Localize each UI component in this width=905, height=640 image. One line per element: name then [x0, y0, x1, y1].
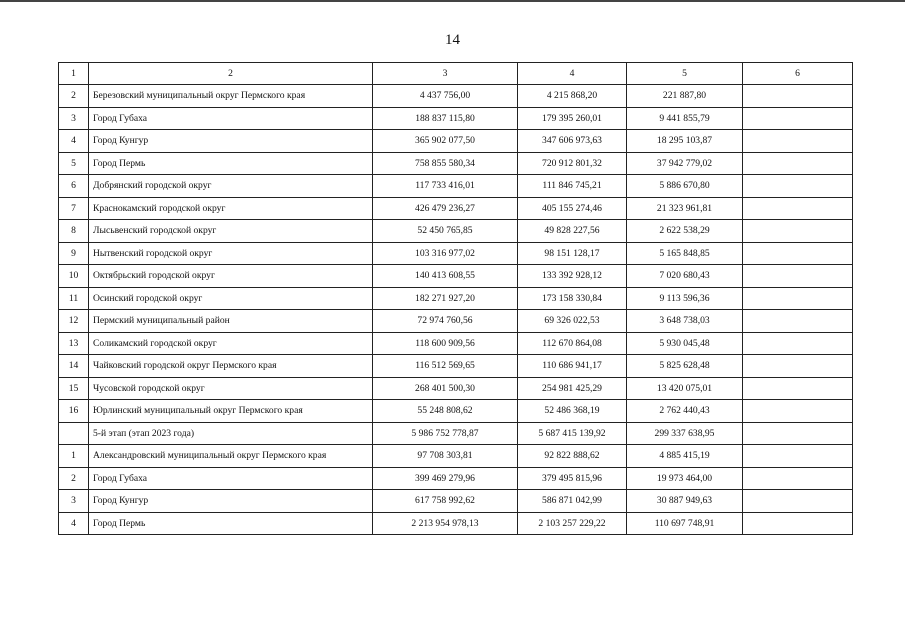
column-6-value-cell [743, 422, 853, 445]
column-5-value-cell: 5 165 848,85 [627, 242, 743, 265]
row-number-cell: 5 [59, 152, 89, 175]
municipality-name-cell: Краснокамский городской округ [89, 197, 373, 220]
column-3-value-cell: 103 316 977,02 [373, 242, 518, 265]
row-number-cell: 10 [59, 265, 89, 288]
row-number-cell: 9 [59, 242, 89, 265]
municipality-name-cell: Чайковский городской округ Пермского края [89, 355, 373, 378]
column-3-value-cell: 117 733 416,01 [373, 175, 518, 198]
column-6-value-cell [743, 85, 853, 108]
column-5-value-cell: 9 113 596,36 [627, 287, 743, 310]
column-6-value-cell [743, 175, 853, 198]
table-row [59, 85, 853, 108]
municipality-name-cell: Соликамский городской округ [89, 332, 373, 355]
column-6-value-cell [743, 152, 853, 175]
column-6-value-cell [743, 355, 853, 378]
column-5-value-cell: 2 762 440,43 [627, 400, 743, 423]
column-4-value-cell: 69 326 022,53 [518, 310, 627, 333]
column-3-value-cell: 140 413 608,55 [373, 265, 518, 288]
table-row [59, 242, 853, 265]
column-5-value-cell: 9 441 855,79 [627, 107, 743, 130]
municipality-name-cell: Город Пермь [89, 512, 373, 535]
table-body [59, 63, 853, 535]
column-6-value-cell [743, 242, 853, 265]
table-row [59, 490, 853, 513]
row-number-cell: 12 [59, 310, 89, 333]
row-number-cell: 15 [59, 377, 89, 400]
column-4-value-cell: 179 395 260,01 [518, 107, 627, 130]
column-4-value-cell: 720 912 801,32 [518, 152, 627, 175]
table-row [59, 287, 853, 310]
row-number-cell: 4 [59, 512, 89, 535]
column-4-value-cell: 92 822 888,62 [518, 445, 627, 468]
row-number-cell: 11 [59, 287, 89, 310]
column-5-value-cell: 221 887,80 [627, 85, 743, 108]
column-6-value-cell [743, 512, 853, 535]
column-3-value-cell: 55 248 808,62 [373, 400, 518, 423]
page-number: 14 [445, 32, 460, 48]
top-border-line [0, 0, 905, 2]
column-header-1: 1 [59, 63, 89, 85]
row-number-cell: 4 [59, 130, 89, 153]
column-5-value-cell: 5 930 045,48 [627, 332, 743, 355]
row-number-cell: 3 [59, 107, 89, 130]
municipality-name-cell: Александровский муниципальный округ Пермского края [89, 445, 373, 468]
column-3-value-cell: 116 512 569,65 [373, 355, 518, 378]
column-4-value-cell: 111 846 745,21 [518, 175, 627, 198]
column-6-value-cell [743, 107, 853, 130]
column-3-value-cell: 758 855 580,34 [373, 152, 518, 175]
table-row [59, 130, 853, 153]
column-4-value-cell: 254 981 425,29 [518, 377, 627, 400]
column-6-value-cell [743, 197, 853, 220]
column-3-value-cell: 2 213 954 978,13 [373, 512, 518, 535]
column-5-value-cell: 19 973 464,00 [627, 467, 743, 490]
column-6-value-cell [743, 287, 853, 310]
row-number-cell: 7 [59, 197, 89, 220]
row-number-cell: 2 [59, 467, 89, 490]
municipality-name-cell: 5-й этап (этап 2023 года) [89, 422, 373, 445]
column-3-value-cell: 426 479 236,27 [373, 197, 518, 220]
column-header-6: 6 [743, 63, 853, 85]
column-6-value-cell [743, 445, 853, 468]
column-6-value-cell [743, 310, 853, 333]
row-number-cell [59, 422, 89, 445]
table-row [59, 400, 853, 423]
row-number-cell: 1 [59, 445, 89, 468]
column-3-value-cell: 365 902 077,50 [373, 130, 518, 153]
header-row [59, 63, 853, 85]
table-row [59, 310, 853, 333]
column-header-5: 5 [627, 63, 743, 85]
table-row [59, 355, 853, 378]
column-4-value-cell: 133 392 928,12 [518, 265, 627, 288]
column-5-value-cell: 18 295 103,87 [627, 130, 743, 153]
column-5-value-cell: 30 887 949,63 [627, 490, 743, 513]
municipality-name-cell: Осинский городской округ [89, 287, 373, 310]
municipality-name-cell: Пермский муниципальный район [89, 310, 373, 333]
row-number-cell: 2 [59, 85, 89, 108]
municipality-name-cell: Березовский муниципальный округ Пермского края [89, 85, 373, 108]
row-number-cell: 8 [59, 220, 89, 243]
column-4-value-cell: 347 606 973,63 [518, 130, 627, 153]
column-6-value-cell [743, 130, 853, 153]
table-row [59, 467, 853, 490]
municipality-name-cell: Лысьвенский городской округ [89, 220, 373, 243]
column-5-value-cell: 7 020 680,43 [627, 265, 743, 288]
column-5-value-cell: 21 323 961,81 [627, 197, 743, 220]
table-row [59, 422, 853, 445]
column-4-value-cell: 4 215 868,20 [518, 85, 627, 108]
table-row [59, 107, 853, 130]
table-row [59, 220, 853, 243]
table-row [59, 377, 853, 400]
column-4-value-cell: 5 687 415 139,92 [518, 422, 627, 445]
row-number-cell: 6 [59, 175, 89, 198]
column-6-value-cell [743, 377, 853, 400]
column-header-3: 3 [373, 63, 518, 85]
table-row [59, 332, 853, 355]
column-6-value-cell [743, 467, 853, 490]
column-5-value-cell: 3 648 738,03 [627, 310, 743, 333]
municipality-name-cell: Город Пермь [89, 152, 373, 175]
column-6-value-cell [743, 220, 853, 243]
column-3-value-cell: 52 450 765,85 [373, 220, 518, 243]
table-row [59, 175, 853, 198]
column-4-value-cell: 52 486 368,19 [518, 400, 627, 423]
budget-distribution-table [58, 62, 853, 535]
column-5-value-cell: 110 697 748,91 [627, 512, 743, 535]
column-3-value-cell: 399 469 279,96 [373, 467, 518, 490]
row-number-cell: 14 [59, 355, 89, 378]
municipality-name-cell: Чусовской городской округ [89, 377, 373, 400]
column-5-value-cell: 299 337 638,95 [627, 422, 743, 445]
column-5-value-cell: 37 942 779,02 [627, 152, 743, 175]
column-3-value-cell: 182 271 927,20 [373, 287, 518, 310]
column-3-value-cell: 4 437 756,00 [373, 85, 518, 108]
column-3-value-cell: 617 758 992,62 [373, 490, 518, 513]
table-row [59, 445, 853, 468]
column-6-value-cell [743, 265, 853, 288]
row-number-cell: 16 [59, 400, 89, 423]
column-6-value-cell [743, 332, 853, 355]
municipality-name-cell: Юрлинский муниципальный округ Пермского края [89, 400, 373, 423]
municipality-name-cell: Город Кунгур [89, 490, 373, 513]
column-6-value-cell [743, 490, 853, 513]
column-3-value-cell: 268 401 500,30 [373, 377, 518, 400]
column-5-value-cell: 5 825 628,48 [627, 355, 743, 378]
column-5-value-cell: 5 886 670,80 [627, 175, 743, 198]
column-3-value-cell: 97 708 303,81 [373, 445, 518, 468]
column-5-value-cell: 13 420 075,01 [627, 377, 743, 400]
column-5-value-cell: 4 885 415,19 [627, 445, 743, 468]
column-4-value-cell: 173 158 330,84 [518, 287, 627, 310]
column-3-value-cell: 5 986 752 778,87 [373, 422, 518, 445]
municipality-name-cell: Город Губаха [89, 467, 373, 490]
municipality-name-cell: Добрянский городской округ [89, 175, 373, 198]
column-3-value-cell: 118 600 909,56 [373, 332, 518, 355]
table-row [59, 197, 853, 220]
column-header-2: 2 [89, 63, 373, 85]
municipality-name-cell: Октябрьский городской округ [89, 265, 373, 288]
column-6-value-cell [743, 400, 853, 423]
column-4-value-cell: 586 871 042,99 [518, 490, 627, 513]
column-5-value-cell: 2 622 538,29 [627, 220, 743, 243]
column-4-value-cell: 98 151 128,17 [518, 242, 627, 265]
column-4-value-cell: 405 155 274,46 [518, 197, 627, 220]
column-4-value-cell: 379 495 815,96 [518, 467, 627, 490]
table-row [59, 152, 853, 175]
municipality-name-cell: Город Губаха [89, 107, 373, 130]
column-4-value-cell: 110 686 941,17 [518, 355, 627, 378]
column-3-value-cell: 72 974 760,56 [373, 310, 518, 333]
column-header-4: 4 [518, 63, 627, 85]
municipality-name-cell: Город Кунгур [89, 130, 373, 153]
municipality-name-cell: Нытвенский городской округ [89, 242, 373, 265]
column-4-value-cell: 2 103 257 229,22 [518, 512, 627, 535]
row-number-cell: 13 [59, 332, 89, 355]
column-4-value-cell: 49 828 227,56 [518, 220, 627, 243]
table-row [59, 512, 853, 535]
column-3-value-cell: 188 837 115,80 [373, 107, 518, 130]
row-number-cell: 3 [59, 490, 89, 513]
table-row [59, 265, 853, 288]
column-4-value-cell: 112 670 864,08 [518, 332, 627, 355]
